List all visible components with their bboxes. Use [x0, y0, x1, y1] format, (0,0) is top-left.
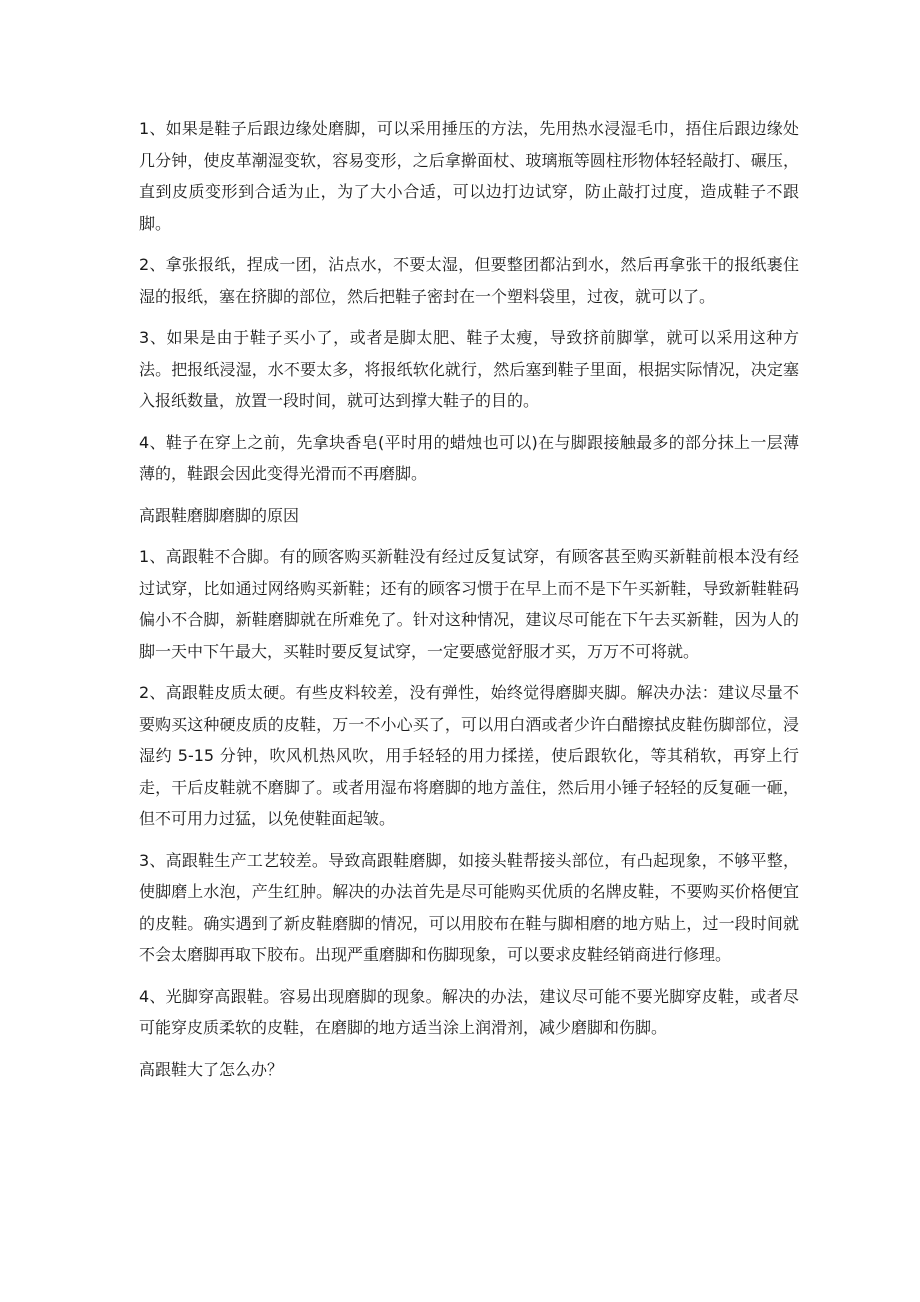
paragraph-heel-edge: 1、如果是鞋子后跟边缘处磨脚，可以采用捶压的方法，先用热水浸湿毛巾，捂住后跟边缘处几分钟，使皮革潮湿变软，容易变形，之后拿擀面杖、玻璃瓶等圆柱形物体轻轻敲打、碾压，直到皮质变形到合适为止，为了大小合适，可以边打边试穿，防止敲打过度，造成鞋子不跟脚。 [139, 119, 799, 233]
paragraph-soap: 4、鞋子在穿上之前，先拿块香皂(平时用的蜡烛也可以)在与脚跟接触最多的部分抹上一层薄薄的，鞋跟会因此变得光滑而不再磨脚。 [139, 432, 799, 483]
paragraph-cause-leather: 2、高跟鞋皮质太硬。有些皮料较差，没有弹性，始终觉得磨脚夹脚。解决办法：建议尽量不要购买这种硬皮质的皮鞋，万一不小心买了，可以用白酒或者少许白醋擦拭皮鞋伤脚部位，浸湿约 5-15 分钟，吹风机热风吹，用手轻轻的用力揉搓，使后跟软化，等其稍软，再穿上行走，干后皮鞋就不磨脚了。或者用湿布将磨脚的地方盖住，然后用小锤子轻轻的反复砸一砸，但不可用力过猛，以免使鞋面起皱。 [139, 683, 799, 828]
section-heading-causes: 高跟鞋磨脚磨脚的原因 [139, 505, 300, 525]
paragraph-cause-barefoot: 4、光脚穿高跟鞋。容易出现磨脚的现象。解决的办法，建议尽可能不要光脚穿皮鞋，或者尽可能穿皮质柔软的皮鞋，在磨脚的地方适当涂上润滑剂，减少磨脚和伤脚。 [139, 986, 799, 1037]
section-heading-too-big: 高跟鞋大了怎么办？ [139, 1059, 284, 1079]
paragraph-newspaper-stuff: 2、拿张报纸，捏成一团，沾点水，不要太湿，但要整团都沾到水，然后再拿张干的报纸裹住湿的报纸，塞在挤脚的部位，然后把鞋子密封在一个塑料袋里，过夜，就可以了。 [139, 255, 799, 306]
paragraph-cause-fit: 1、高跟鞋不合脚。有的顾客购买新鞋没有经过反复试穿，有顾客甚至购买新鞋前根本没有经过试穿，比如通过网络购买新鞋；还有的顾客习惯于在早上而不是下午买新鞋，导致新鞋鞋码偏小不合脚，新鞋磨脚就在所难免了。针对这种情况，建议尽可能在下午去买新鞋，因为人的脚一天中下午最大，买鞋时要反复试穿，一定要感觉舒服才买，万万不可将就。 [139, 547, 799, 661]
paragraph-cause-craft: 3、高跟鞋生产工艺较差。导致高跟鞋磨脚，如接头鞋帮接头部位，有凸起现象，不够平整，使脚磨上水泡，产生红肿。解决的办法首先是尽可能购买优质的名牌皮鞋，不要购买价格便宜的皮鞋。确实遇到了新皮鞋磨脚的情况，可以用胶布在鞋与脚相磨的地方贴上，过一段时间就不会太磨脚再取下胶布。出现严重磨脚和伤脚现象，可以要求皮鞋经销商进行修理。 [139, 850, 799, 964]
document-page [139, 113, 799, 1095]
paragraph-small-shoe: 3、如果是由于鞋子买小了，或者是脚太肥、鞋子太瘦，导致挤前脚掌，就可以采用这种方法。把报纸浸湿，水不要太多，将报纸软化就行，然后塞到鞋子里面，根据实际情况，决定塞入报纸数量，放置一段时间，就可达到撑大鞋子的目的。 [139, 328, 799, 410]
